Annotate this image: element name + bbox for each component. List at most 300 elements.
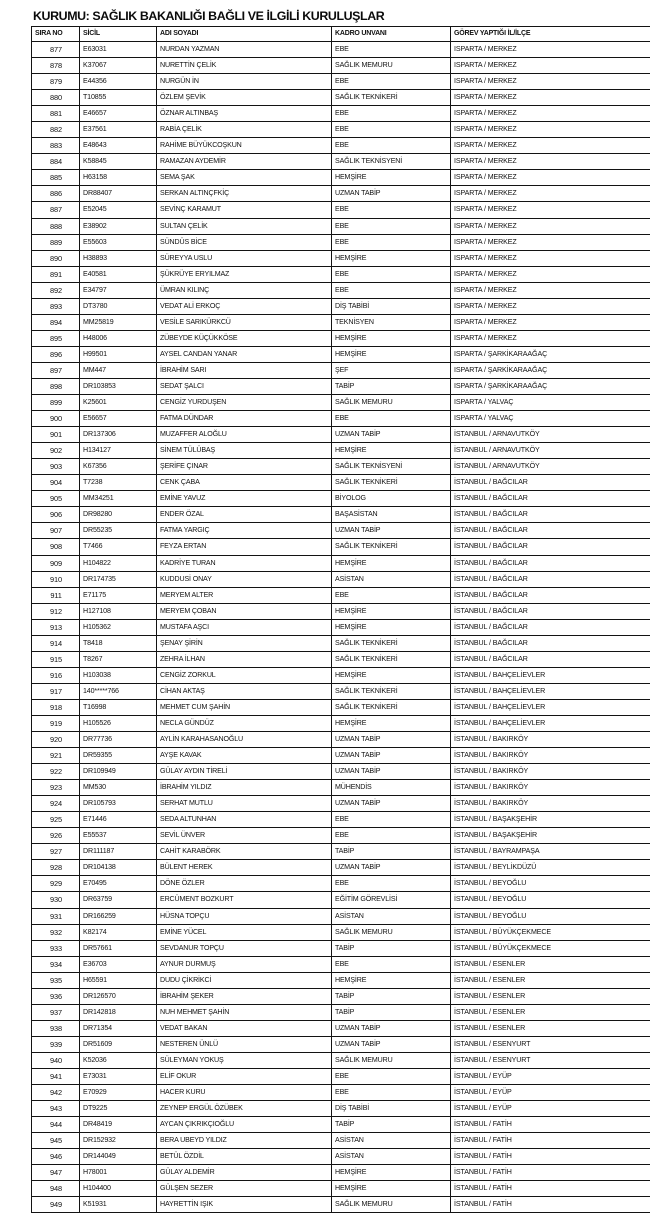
cell-sira-no: 905: [32, 491, 80, 507]
cell-adi-soyadi: GÜLAY ALDEMİR: [157, 1165, 332, 1181]
cell-gorev-yeri: İSTANBUL / BAĞCILAR: [451, 523, 650, 539]
cell-kadro-unvani: SAĞLIK TEKNİKERİ: [332, 635, 451, 651]
table-row: [32, 780, 650, 796]
cell-sira-no: 919: [32, 715, 80, 731]
cell-kadro-unvani: EBE: [332, 234, 451, 250]
cell-gorev-yeri: ISPARTA / ŞARKİKARAAĞAÇ: [451, 362, 650, 378]
cell-gorev-yeri: İSTANBUL / FATİH: [451, 1149, 650, 1165]
cell-gorev-yeri: İSTANBUL / BÜYÜKÇEKMECE: [451, 940, 650, 956]
cell-sira-no: 927: [32, 844, 80, 860]
cell-sicil: H104822: [80, 555, 157, 571]
cell-sicil: DR142818: [80, 1004, 157, 1020]
cell-sira-no: 928: [32, 860, 80, 876]
cell-sicil: MM34251: [80, 491, 157, 507]
cell-adi-soyadi: ŞÜKRÜYE ERYILMAZ: [157, 266, 332, 282]
cell-kadro-unvani: HEMŞİRE: [332, 1165, 451, 1181]
cell-kadro-unvani: TEKNİSYEN: [332, 314, 451, 330]
cell-gorev-yeri: İSTANBUL / FATİH: [451, 1165, 650, 1181]
cell-adi-soyadi: HACER KURU: [157, 1085, 332, 1101]
cell-adi-soyadi: AYSEL CANDAN YANAR: [157, 346, 332, 362]
table-row: [32, 282, 650, 298]
cell-sira-no: 935: [32, 972, 80, 988]
cell-sira-no: 937: [32, 1004, 80, 1020]
cell-sira-no: 878: [32, 58, 80, 74]
cell-sira-no: 936: [32, 988, 80, 1004]
table-row: [32, 523, 650, 539]
cell-gorev-yeri: İSTANBUL / BEYLİKDÜZÜ: [451, 860, 650, 876]
cell-kadro-unvani: HEMŞİRE: [332, 555, 451, 571]
cell-adi-soyadi: ZÜBEYDE KÜÇÜKKÖSE: [157, 330, 332, 346]
cell-kadro-unvani: SAĞLIK MEMURU: [332, 1052, 451, 1068]
cell-gorev-yeri: İSTANBUL / BAYRAMPAŞA: [451, 844, 650, 860]
cell-kadro-unvani: EBE: [332, 42, 451, 58]
cell-adi-soyadi: EMİNE YÜCEL: [157, 924, 332, 940]
cell-sira-no: 909: [32, 555, 80, 571]
cell-kadro-unvani: EBE: [332, 138, 451, 154]
cell-adi-soyadi: AYCAN ÇIKRIKÇIOĞLU: [157, 1117, 332, 1133]
cell-sira-no: 901: [32, 427, 80, 443]
cell-sicil: DR57661: [80, 940, 157, 956]
cell-gorev-yeri: ISPARTA / MERKEZ: [451, 218, 650, 234]
cell-sicil: E70929: [80, 1085, 157, 1101]
cell-adi-soyadi: ERCÜMENT BOZKURT: [157, 892, 332, 908]
cell-sira-no: 908: [32, 539, 80, 555]
cell-kadro-unvani: EBE: [332, 956, 451, 972]
cell-gorev-yeri: İSTANBUL / BÜYÜKÇEKMECE: [451, 924, 650, 940]
table-row: [32, 651, 650, 667]
cell-gorev-yeri: ISPARTA / MERKEZ: [451, 314, 650, 330]
cell-adi-soyadi: AYLİN KARAHASANOĞLU: [157, 732, 332, 748]
cell-kadro-unvani: DİŞ TABİBİ: [332, 1101, 451, 1117]
cell-sicil: H99501: [80, 346, 157, 362]
cell-sicil: DR174735: [80, 571, 157, 587]
cell-sicil: DR111187: [80, 844, 157, 860]
cell-sira-no: 924: [32, 796, 80, 812]
cell-sicil: E63031: [80, 42, 157, 58]
cell-adi-soyadi: CENGİZ ZORKUL: [157, 667, 332, 683]
cell-gorev-yeri: ISPARTA / MERKEZ: [451, 330, 650, 346]
cell-sicil: K82174: [80, 924, 157, 940]
cell-sicil: E34797: [80, 282, 157, 298]
table-row: [32, 924, 650, 940]
cell-kadro-unvani: SAĞLIK MEMURU: [332, 58, 451, 74]
table-row: [32, 218, 650, 234]
table-row: [32, 635, 650, 651]
cell-gorev-yeri: ISPARTA / MERKEZ: [451, 58, 650, 74]
table-row: [32, 587, 650, 603]
cell-adi-soyadi: BETÜL ÖZDİL: [157, 1149, 332, 1165]
cell-adi-soyadi: SEMA ŞAK: [157, 170, 332, 186]
cell-sira-no: 925: [32, 812, 80, 828]
table-row: [32, 748, 650, 764]
cell-kadro-unvani: HEMŞİRE: [332, 330, 451, 346]
cell-gorev-yeri: ISPARTA / MERKEZ: [451, 282, 650, 298]
cell-gorev-yeri: İSTANBUL / BAŞAKŞEHİR: [451, 812, 650, 828]
cell-adi-soyadi: ENDER ÖZAL: [157, 507, 332, 523]
cell-kadro-unvani: TABİP: [332, 844, 451, 860]
cell-sira-no: 906: [32, 507, 80, 523]
cell-sira-no: 939: [32, 1036, 80, 1052]
cell-adi-soyadi: GÜLAY AYDIN TİRELİ: [157, 764, 332, 780]
cell-sicil: K58845: [80, 154, 157, 170]
cell-gorev-yeri: İSTANBUL / EYÜP: [451, 1069, 650, 1085]
table-body: [32, 42, 650, 1213]
cell-adi-soyadi: SERHAT MUTLU: [157, 796, 332, 812]
table-row: [32, 427, 650, 443]
cell-adi-soyadi: SÜREYYA USLU: [157, 250, 332, 266]
cell-sicil: E70495: [80, 876, 157, 892]
cell-sicil: H63158: [80, 170, 157, 186]
cell-adi-soyadi: SEVİL ÜNVER: [157, 828, 332, 844]
cell-gorev-yeri: ISPARTA / MERKEZ: [451, 42, 650, 58]
cell-sira-no: 949: [32, 1197, 80, 1213]
table-row: [32, 1052, 650, 1068]
table-row: [32, 1149, 650, 1165]
cell-sira-no: 941: [32, 1069, 80, 1085]
cell-adi-soyadi: CENK ÇABA: [157, 475, 332, 491]
cell-sicil: T8418: [80, 635, 157, 651]
table-row: [32, 362, 650, 378]
cell-kadro-unvani: SAĞLIK TEKNİKERİ: [332, 699, 451, 715]
table-row: [32, 940, 650, 956]
table-row: [32, 667, 650, 683]
cell-kadro-unvani: UZMAN TABİP: [332, 1036, 451, 1052]
table-row: [32, 154, 650, 170]
cell-kadro-unvani: TABİP: [332, 988, 451, 1004]
cell-sicil: DR51609: [80, 1036, 157, 1052]
cell-sicil: E56657: [80, 411, 157, 427]
cell-kadro-unvani: TABİP: [332, 378, 451, 394]
cell-gorev-yeri: İSTANBUL / BEYOĞLU: [451, 908, 650, 924]
cell-sicil: K67356: [80, 459, 157, 475]
cell-adi-soyadi: DUDU ÇİKRİKCİ: [157, 972, 332, 988]
cell-sicil: T7466: [80, 539, 157, 555]
cell-gorev-yeri: ISPARTA / MERKEZ: [451, 154, 650, 170]
cell-sira-no: 910: [32, 571, 80, 587]
cell-gorev-yeri: İSTANBUL / ESENLER: [451, 956, 650, 972]
cell-kadro-unvani: SAĞLIK TEKNİKERİ: [332, 539, 451, 555]
cell-kadro-unvani: BİYOLOG: [332, 491, 451, 507]
cell-sicil: H38893: [80, 250, 157, 266]
cell-sicil: DT9225: [80, 1101, 157, 1117]
cell-gorev-yeri: ISPARTA / MERKEZ: [451, 74, 650, 90]
cell-sira-no: 912: [32, 603, 80, 619]
cell-sira-no: 888: [32, 218, 80, 234]
column-header-sira-no: SIRA NO: [32, 27, 80, 42]
cell-kadro-unvani: HEMŞİRE: [332, 170, 451, 186]
cell-sicil: DR144049: [80, 1149, 157, 1165]
cell-gorev-yeri: İSTANBUL / BAKIRKÖY: [451, 732, 650, 748]
table-row: [32, 74, 650, 90]
cell-gorev-yeri: İSTANBUL / EYÜP: [451, 1085, 650, 1101]
column-header-adi-soyadi: ADI SOYADI: [157, 27, 332, 42]
cell-sicil: T16998: [80, 699, 157, 715]
cell-sicil: MM447: [80, 362, 157, 378]
cell-sicil: E52045: [80, 202, 157, 218]
cell-sira-no: 920: [32, 732, 80, 748]
cell-adi-soyadi: DÖNE ÖZLER: [157, 876, 332, 892]
table-row: [32, 812, 650, 828]
table-row: [32, 603, 650, 619]
cell-adi-soyadi: ÖZLEM ŞEVİK: [157, 90, 332, 106]
table-row: [32, 234, 650, 250]
cell-adi-soyadi: VEDAT BAKAN: [157, 1020, 332, 1036]
cell-gorev-yeri: İSTANBUL / BAĞCILAR: [451, 651, 650, 667]
cell-gorev-yeri: İSTANBUL / FATİH: [451, 1197, 650, 1213]
table-row: [32, 764, 650, 780]
cell-kadro-unvani: ASİSTAN: [332, 571, 451, 587]
cell-gorev-yeri: ISPARTA / MERKEZ: [451, 250, 650, 266]
cell-adi-soyadi: CAHİT KARABÖRK: [157, 844, 332, 860]
cell-kadro-unvani: EBE: [332, 266, 451, 282]
column-header-kadro-unvani: KADRO UNVANI: [332, 27, 451, 42]
table-row: [32, 170, 650, 186]
cell-adi-soyadi: RAMAZAN AYDEMİR: [157, 154, 332, 170]
table-row: [32, 186, 650, 202]
cell-kadro-unvani: BAŞASİSTAN: [332, 507, 451, 523]
cell-adi-soyadi: NECLA GÜNDÜZ: [157, 715, 332, 731]
cell-gorev-yeri: İSTANBUL / BAŞAKŞEHİR: [451, 828, 650, 844]
table-row: [32, 266, 650, 282]
table-row: [32, 346, 650, 362]
cell-kadro-unvani: UZMAN TABİP: [332, 796, 451, 812]
cell-sira-no: 892: [32, 282, 80, 298]
cell-adi-soyadi: MERYEM ÇOBAN: [157, 603, 332, 619]
cell-gorev-yeri: İSTANBUL / FATİH: [451, 1181, 650, 1197]
cell-gorev-yeri: ISPARTA / ŞARKİKARAAĞAÇ: [451, 378, 650, 394]
cell-sira-no: 948: [32, 1181, 80, 1197]
cell-adi-soyadi: FATMA YARGIÇ: [157, 523, 332, 539]
cell-gorev-yeri: ISPARTA / MERKEZ: [451, 170, 650, 186]
cell-sira-no: 914: [32, 635, 80, 651]
cell-gorev-yeri: İSTANBUL / BAKIRKÖY: [451, 748, 650, 764]
table-row: [32, 539, 650, 555]
table-row: [32, 988, 650, 1004]
cell-sicil: E36703: [80, 956, 157, 972]
cell-kadro-unvani: UZMAN TABİP: [332, 523, 451, 539]
cell-adi-soyadi: NURETTİN ÇELİK: [157, 58, 332, 74]
cell-kadro-unvani: UZMAN TABİP: [332, 764, 451, 780]
cell-kadro-unvani: HEMŞİRE: [332, 443, 451, 459]
table-row: [32, 202, 650, 218]
cell-gorev-yeri: İSTANBUL / ARNAVUTKÖY: [451, 427, 650, 443]
cell-sicil: DR48419: [80, 1117, 157, 1133]
page-title: KURUMU: SAĞLIK BAKANLIĞI BAĞLI VE İLGİLİ KURULUŞLAR: [33, 9, 384, 23]
cell-adi-soyadi: SİNEM TÜLÜBAŞ: [157, 443, 332, 459]
cell-sicil: H105362: [80, 619, 157, 635]
cell-sicil: E46657: [80, 106, 157, 122]
column-header-sicil: SİCİL: [80, 27, 157, 42]
cell-adi-soyadi: SEDA ALTUNHAN: [157, 812, 332, 828]
cell-gorev-yeri: İSTANBUL / ESENLER: [451, 1020, 650, 1036]
cell-sicil: 140*****766: [80, 683, 157, 699]
cell-sira-no: 944: [32, 1117, 80, 1133]
cell-sicil: E37561: [80, 122, 157, 138]
cell-kadro-unvani: SAĞLIK TEKNİSYENİ: [332, 154, 451, 170]
cell-sicil: K51931: [80, 1197, 157, 1213]
cell-sira-no: 931: [32, 908, 80, 924]
cell-gorev-yeri: İSTANBUL / BAHÇELİEVLER: [451, 715, 650, 731]
table-row: [32, 1004, 650, 1020]
cell-sicil: DR63759: [80, 892, 157, 908]
cell-adi-soyadi: SEVİNÇ KARAMUT: [157, 202, 332, 218]
cell-gorev-yeri: İSTANBUL / BAKIRKÖY: [451, 780, 650, 796]
cell-kadro-unvani: UZMAN TABİP: [332, 186, 451, 202]
cell-adi-soyadi: GÜLŞEN SEZER: [157, 1181, 332, 1197]
cell-sicil: T7238: [80, 475, 157, 491]
cell-kadro-unvani: SAĞLIK MEMURU: [332, 924, 451, 940]
cell-sicil: T8267: [80, 651, 157, 667]
cell-sira-no: 942: [32, 1085, 80, 1101]
cell-kadro-unvani: EBE: [332, 122, 451, 138]
cell-adi-soyadi: MEHMET CUM ŞAHİN: [157, 699, 332, 715]
cell-gorev-yeri: İSTANBUL / ARNAVUTKÖY: [451, 443, 650, 459]
cell-sicil: T10855: [80, 90, 157, 106]
cell-sira-no: 890: [32, 250, 80, 266]
cell-adi-soyadi: VEDAT ALİ ERKOÇ: [157, 298, 332, 314]
table-row: [32, 507, 650, 523]
cell-kadro-unvani: UZMAN TABİP: [332, 732, 451, 748]
cell-sicil: DR88407: [80, 186, 157, 202]
cell-gorev-yeri: ISPARTA / MERKEZ: [451, 266, 650, 282]
cell-adi-soyadi: FATMA DÜNDAR: [157, 411, 332, 427]
cell-sicil: E55603: [80, 234, 157, 250]
cell-gorev-yeri: İSTANBUL / BAĞCILAR: [451, 475, 650, 491]
table-row: [32, 443, 650, 459]
cell-sira-no: 947: [32, 1165, 80, 1181]
cell-adi-soyadi: SÜLEYMAN YOKUŞ: [157, 1052, 332, 1068]
cell-gorev-yeri: İSTANBUL / ESENLER: [451, 972, 650, 988]
cell-sicil: DR137306: [80, 427, 157, 443]
cell-adi-soyadi: ELİF OKUR: [157, 1069, 332, 1085]
cell-sira-no: 946: [32, 1149, 80, 1165]
cell-adi-soyadi: BÜLENT HEREK: [157, 860, 332, 876]
cell-adi-soyadi: NESTEREN ÜNLÜ: [157, 1036, 332, 1052]
cell-gorev-yeri: İSTANBUL / BAKIRKÖY: [451, 764, 650, 780]
cell-sira-no: 903: [32, 459, 80, 475]
cell-kadro-unvani: SAĞLIK TEKNİKERİ: [332, 651, 451, 667]
table-row: [32, 860, 650, 876]
cell-kadro-unvani: UZMAN TABİP: [332, 860, 451, 876]
cell-kadro-unvani: EBE: [332, 587, 451, 603]
cell-gorev-yeri: ISPARTA / ŞARKİKARAAĞAÇ: [451, 346, 650, 362]
cell-sicil: DR152932: [80, 1133, 157, 1149]
cell-sicil: DR104138: [80, 860, 157, 876]
cell-sicil: DR98280: [80, 507, 157, 523]
cell-adi-soyadi: ŞERİFE ÇINAR: [157, 459, 332, 475]
cell-kadro-unvani: MÜHENDİS: [332, 780, 451, 796]
cell-kadro-unvani: DİŞ TABİBİ: [332, 298, 451, 314]
cell-sira-no: 921: [32, 748, 80, 764]
cell-adi-soyadi: ZEYNEP ERGÜL ÖZÜBEK: [157, 1101, 332, 1117]
cell-adi-soyadi: HAYRETTİN IŞIK: [157, 1197, 332, 1213]
cell-adi-soyadi: AYNUR DURMUŞ: [157, 956, 332, 972]
cell-sira-no: 899: [32, 395, 80, 411]
cell-adi-soyadi: İBRAHİM ŞEKER: [157, 988, 332, 1004]
cell-sira-no: 900: [32, 411, 80, 427]
cell-adi-soyadi: İBRAHİM YILDIZ: [157, 780, 332, 796]
table-row: [32, 42, 650, 58]
cell-kadro-unvani: ASİSTAN: [332, 1133, 451, 1149]
table-row: [32, 828, 650, 844]
cell-kadro-unvani: EBE: [332, 411, 451, 427]
table-row: [32, 250, 650, 266]
cell-adi-soyadi: SERKAN ALTINÇFKİÇ: [157, 186, 332, 202]
cell-kadro-unvani: UZMAN TABİP: [332, 1020, 451, 1036]
cell-gorev-yeri: ISPARTA / MERKEZ: [451, 122, 650, 138]
cell-kadro-unvani: ASİSTAN: [332, 1149, 451, 1165]
table-row: [32, 715, 650, 731]
cell-gorev-yeri: İSTANBUL / FATİH: [451, 1133, 650, 1149]
cell-sira-no: 883: [32, 138, 80, 154]
cell-sira-no: 930: [32, 892, 80, 908]
table-row: [32, 732, 650, 748]
cell-kadro-unvani: HEMŞİRE: [332, 715, 451, 731]
cell-adi-soyadi: ÖZNAR ALTINBAŞ: [157, 106, 332, 122]
table-row: [32, 90, 650, 106]
cell-kadro-unvani: HEMŞİRE: [332, 972, 451, 988]
table-row: [32, 411, 650, 427]
cell-sira-no: 887: [32, 202, 80, 218]
cell-gorev-yeri: İSTANBUL / BAĞCILAR: [451, 619, 650, 635]
cell-sicil: E44356: [80, 74, 157, 90]
table-row: [32, 1133, 650, 1149]
table-row: [32, 972, 650, 988]
cell-sira-no: 945: [32, 1133, 80, 1149]
cell-sira-no: 880: [32, 90, 80, 106]
cell-adi-soyadi: AYŞE KAVAK: [157, 748, 332, 764]
cell-sira-no: 881: [32, 106, 80, 122]
cell-sira-no: 885: [32, 170, 80, 186]
cell-adi-soyadi: İBRAHİM SARI: [157, 362, 332, 378]
cell-gorev-yeri: İSTANBUL / BAĞCILAR: [451, 491, 650, 507]
cell-sicil: DT3780: [80, 298, 157, 314]
cell-adi-soyadi: SÜNDÜS BİCE: [157, 234, 332, 250]
cell-sira-no: 913: [32, 619, 80, 635]
cell-kadro-unvani: EBE: [332, 1085, 451, 1101]
cell-sira-no: 877: [32, 42, 80, 58]
cell-sicil: H134127: [80, 443, 157, 459]
table-row: [32, 58, 650, 74]
cell-kadro-unvani: SAĞLIK TEKNİKERİ: [332, 90, 451, 106]
cell-gorev-yeri: İSTANBUL / BAĞCILAR: [451, 571, 650, 587]
cell-sira-no: 902: [32, 443, 80, 459]
cell-adi-soyadi: ŞENAY ŞİRİN: [157, 635, 332, 651]
cell-gorev-yeri: ISPARTA / MERKEZ: [451, 90, 650, 106]
cell-kadro-unvani: SAĞLIK TEKNİKERİ: [332, 475, 451, 491]
table-row: [32, 1036, 650, 1052]
table-row: [32, 378, 650, 394]
cell-gorev-yeri: İSTANBUL / ARNAVUTKÖY: [451, 459, 650, 475]
table-row: [32, 1181, 650, 1197]
cell-sira-no: 889: [32, 234, 80, 250]
cell-adi-soyadi: NUH MEHMET ŞAHİN: [157, 1004, 332, 1020]
cell-gorev-yeri: İSTANBUL / BEYOĞLU: [451, 876, 650, 892]
cell-sicil: E48643: [80, 138, 157, 154]
table-row: [32, 1117, 650, 1133]
cell-kadro-unvani: HEMŞİRE: [332, 346, 451, 362]
cell-sicil: E73031: [80, 1069, 157, 1085]
cell-sicil: H127108: [80, 603, 157, 619]
cell-kadro-unvani: HEMŞİRE: [332, 1181, 451, 1197]
cell-kadro-unvani: EBE: [332, 282, 451, 298]
cell-sicil: E38902: [80, 218, 157, 234]
cell-sicil: DR77736: [80, 732, 157, 748]
cell-gorev-yeri: İSTANBUL / BAKIRKÖY: [451, 796, 650, 812]
cell-kadro-unvani: TABİP: [332, 940, 451, 956]
cell-sicil: MM25819: [80, 314, 157, 330]
cell-sira-no: 943: [32, 1101, 80, 1117]
